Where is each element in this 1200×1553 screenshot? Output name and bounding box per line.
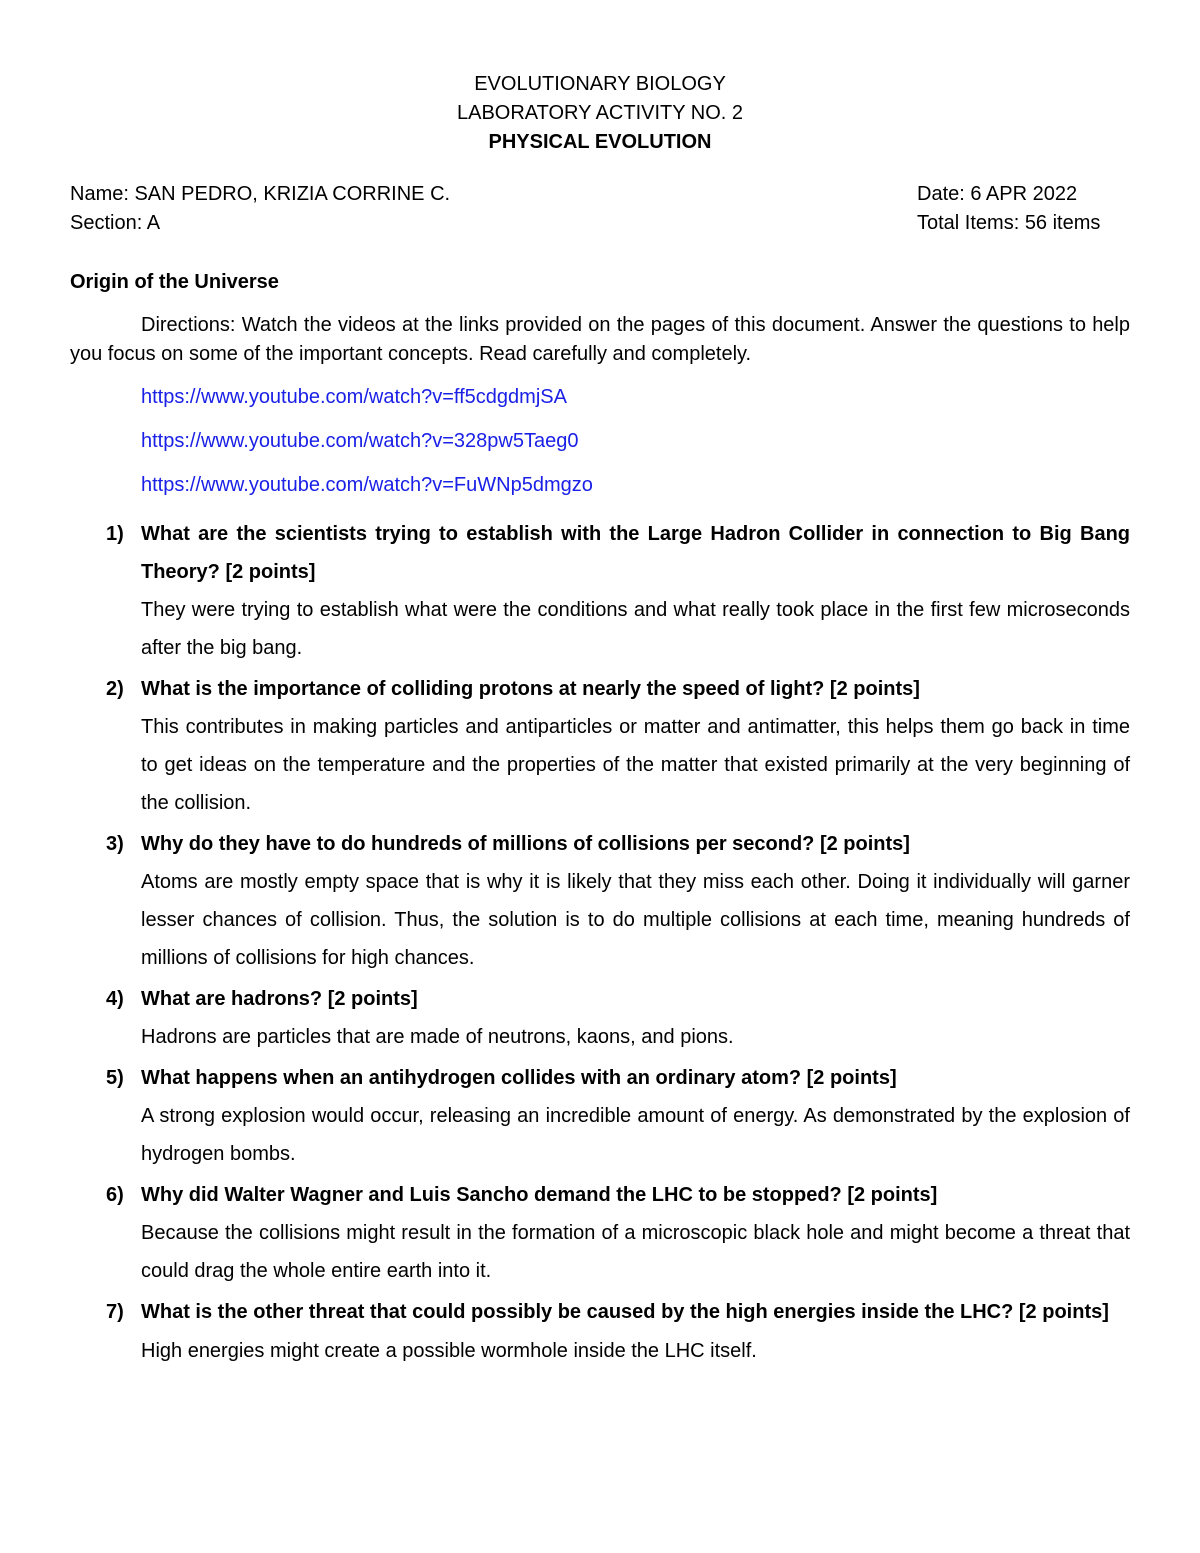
question-item-7 <box>70 1293 1130 1370</box>
answer-text: Hadrons are particles that are made of neutrons, kaons, and pions. <box>141 1026 734 1048</box>
topic-title: PHYSICAL EVOLUTION <box>488 131 712 153</box>
video-link-3[interactable]: https://www.youtube.com/watch?v=FuWNp5dmgzo <box>141 474 593 496</box>
question-text: Why do they have to do hundreds of millions of collisions per second? [2 points] <box>141 833 910 855</box>
question-number: 4) <box>106 988 124 1010</box>
question-text: What are hadrons? [2 points] <box>141 988 418 1010</box>
course-title: EVOLUTIONARY BIOLOGY <box>474 73 726 95</box>
answer-text: Because the collisions might result in the formation of a microscopic black hole and might become a threat that could drag the whole entire earth into it. <box>141 1222 1130 1282</box>
question-text: Why did Walter Wagner and Luis Sancho demand the LHC to be stopped? [2 points] <box>141 1184 938 1206</box>
video-links <box>70 383 1130 500</box>
answer-text: This contributes in making particles and antiparticles or matter and antimatter, this helps them go back in time to get ideas on the temperature and the properties of the matter that existed primarily at the very beginning of the collision. <box>141 716 1130 814</box>
question-item-3 <box>70 825 1130 977</box>
directions-text: Directions: Watch the videos at the links provided on the pages of this document. Answer the questions to help you focus on some of the important concepts. Read carefully and completely. <box>70 314 1130 365</box>
question-list <box>70 515 1130 1370</box>
student-section: Section: A <box>70 212 161 234</box>
video-link-1[interactable]: https://www.youtube.com/watch?v=ff5cdgdmjSA <box>141 386 567 408</box>
question-text: What happens when an antihydrogen collides with an ordinary atom? [2 points] <box>141 1067 897 1089</box>
question-number: 3) <box>106 833 124 855</box>
question-text: What are the scientists trying to establish with the Large Hadron Collider in connection to Big Bang Theory? [2 points] <box>141 523 1130 583</box>
answer-text: A strong explosion would occur, releasing an incredible amount of energy. As demonstrated by the explosion of hydrogen bombs. <box>141 1105 1130 1165</box>
question-number: 1) <box>106 523 124 545</box>
question-item-5 <box>70 1059 1130 1173</box>
answer-text: They were trying to establish what were the conditions and what really took place in the first few microseconds after the big bang. <box>141 599 1130 659</box>
answer-text: High energies might create a possible wormhole inside the LHC itself. <box>141 1340 757 1362</box>
student-info-right <box>917 180 1100 238</box>
question-number: 6) <box>106 1184 124 1206</box>
question-item-6 <box>70 1176 1130 1290</box>
video-link-2[interactable]: https://www.youtube.com/watch?v=328pw5Taeg0 <box>141 430 579 452</box>
question-item-2 <box>70 670 1130 822</box>
student-info <box>70 180 1130 238</box>
document-header <box>70 70 1130 157</box>
student-name: Name: SAN PEDRO, KRIZIA CORRINE C. <box>70 183 451 205</box>
question-item-1 <box>70 515 1130 667</box>
document-page <box>70 70 1130 1390</box>
activity-title: LABORATORY ACTIVITY NO. 2 <box>456 102 744 124</box>
question-text: What is the importance of colliding protons at nearly the speed of light? [2 points] <box>141 678 920 700</box>
question-number: 2) <box>106 678 124 700</box>
question-item-4 <box>70 980 1130 1056</box>
student-info-left <box>70 180 450 238</box>
question-number: 5) <box>106 1067 124 1089</box>
question-number: 7) <box>106 1301 124 1323</box>
question-text: What is the other threat that could possibly be caused by the high energies inside the LHC? [2 points] <box>141 1301 1109 1323</box>
activity-date: Date: 6 APR 2022 <box>917 183 1078 205</box>
answer-text: Atoms are mostly empty space that is why it is likely that they miss each other. Doing it individually will garner lesser chances of collision. Thus, the solution is to do multiple collisions at each time, meaning hundreds of millions of collisions for high chances. <box>141 871 1130 969</box>
total-items: Total Items: 56 items <box>917 212 1101 234</box>
section-heading: Origin of the Universe <box>70 271 279 293</box>
